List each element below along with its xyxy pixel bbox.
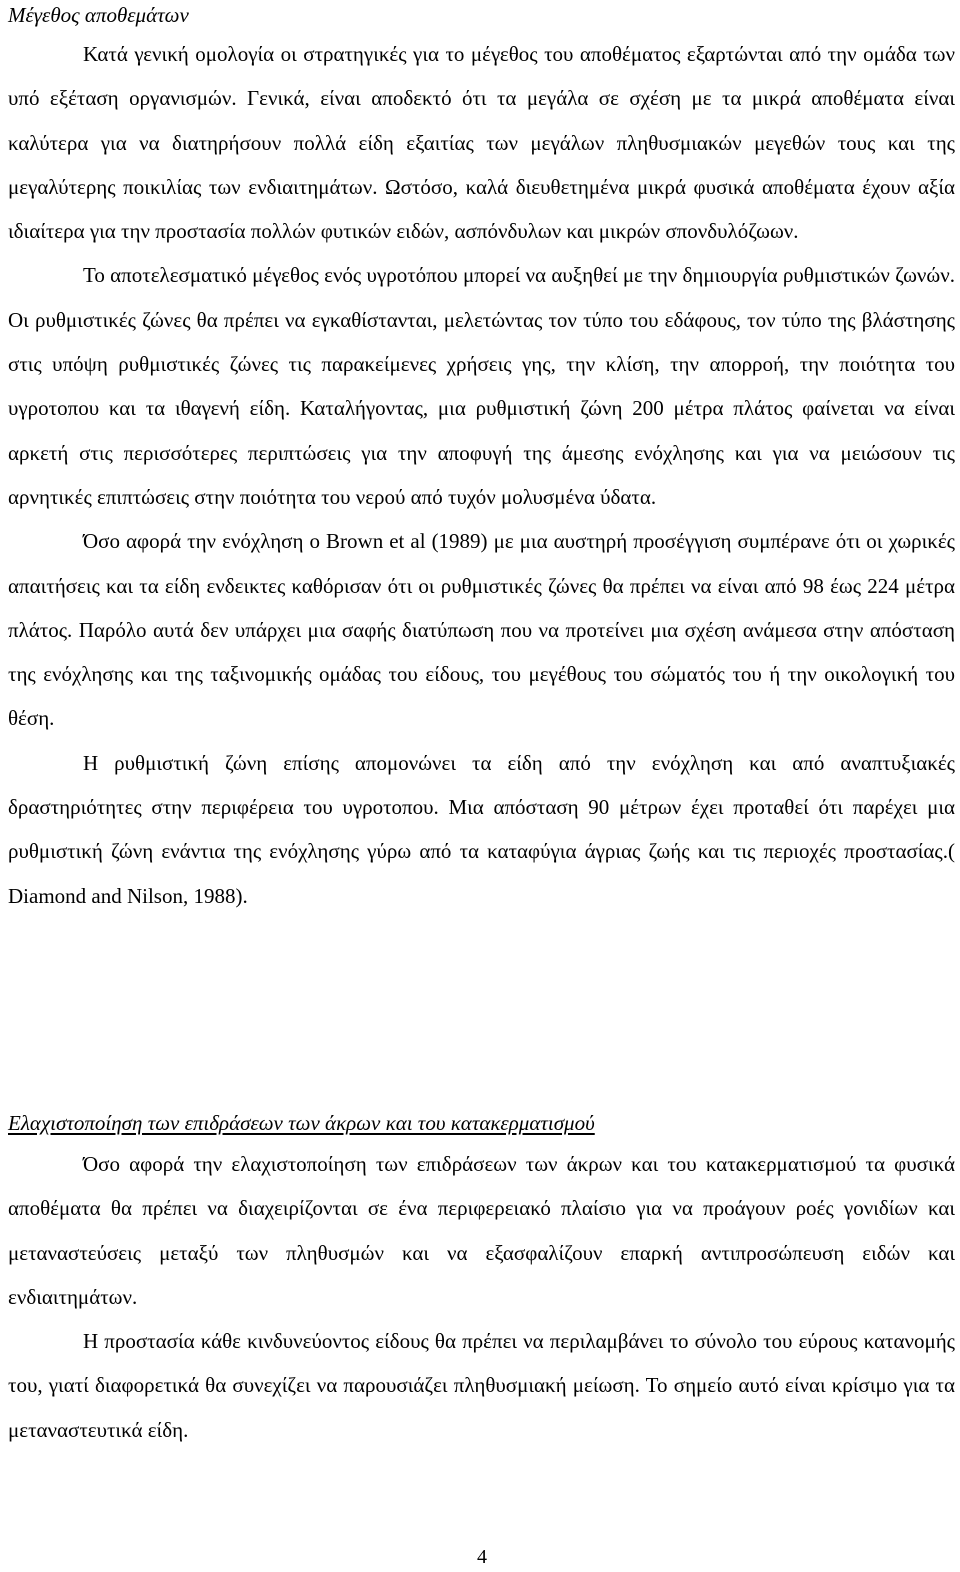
section-edge-effects <box>8 1108 955 1452</box>
paragraph: Το αποτελεσματικό μέγεθος ενός υγροτόπου μπορεί να αυξηθεί με την δημιουργία ρυθμιστικών ζωνών. Οι ρυθμιστικές ζώνες θα πρέπει να εγκαθίστανται, μελετώντας τον τύπο του εδάφους, τον τύπο της βλάστησης στις υπόψη ρυθμιστικές ζώνες τις παρακείμενες χρήσεις γης, την κλίση, την απορροή, την ποιότητα του υγροτοπου και τα ιθαγενή είδη. Καταλήγοντας, μια ρυθμιστική ζώνη 200 μέτρα πλάτος φαίνεται να είναι αρκετή στις περισσότερες περιπτώσεις για την αποφυγή της άμεσης ενόχλησης και για να μειώσουν τις αρνητικές επιπτώσεις στην ποιότητα του νερού από τυχόν μολυσμένα ύδατα. <box>8 263 955 509</box>
section-stock-size <box>8 0 955 918</box>
section-heading: Μέγεθος αποθεμάτων <box>8 3 189 27</box>
paragraph: Όσο αφορά την ελαχιστοποίηση των επιδράσεων των άκρων και του κατακερματισμού τα φυσικά αποθέματα θα πρέπει να διαχειρίζονται σε ένα περιφερειακό πλαίσιο για να προάγουν ροές γονιδίων και μεταναστεύσεις μεταξύ των πληθυσμών και να εξασφαλίζουν επαρκή αντιπροσώπευση ειδών και ενδιαιτημάτων. <box>8 1152 955 1309</box>
paragraph: Η ρυθμιστική ζώνη επίσης απομονώνει τα είδη από την ενόχληση και από αναπτυξιακές δραστηριότητες στην περιφέρεια του υγροτοπου. Μια απόσταση 90 μέτρων έχει προταθεί ότι παρέχει μια ρυθμιστική ζώνη ενάντια της ενόχλησης γύρω από τα καταφύγια άγριας ζωής και τις περιοχές προστασίας.( Diamond and Nilson, 1988). <box>8 750 955 908</box>
document-page <box>8 0 955 1442</box>
section-heading: Ελαχιστοποίηση των επιδράσεων των άκρων και του κατακερματισμού <box>8 1111 595 1135</box>
paragraph: Η προστασία κάθε κινδυνεύοντος είδους θα πρέπει να περιλαμβάνει το σύνολο του εύρους κατανομής του, γιατί διαφορετικά θα συνεχίζει να παρουσιάζει πληθυσμιακή μείωση. Το σημείο αυτό είναι κρίσιμο για τα μεταναστευτικά είδη. <box>8 1329 955 1442</box>
page-number: 4 <box>477 1546 487 1568</box>
paragraph: Όσο αφορά την ενόχληση ο Brown et al (1989) με μια αυστηρή προσέγγιση συμπέρανε ότι οι χωρικές απαιτήσεις και τα είδη ενδεικτες καθόρισαν ότι οι ρυθμιστικές ζώνες θα πρέπει να είναι από 98 έως 224 μέτρα πλάτος. Παρόλο αυτά δεν υπάρχει μια σαφής διατύπωση που να προτείνει μια σχέση ανάμεσα στην απόσταση της ενόχλησης και της ταξινομικής ομάδας του είδους, του μεγέθους του σώματός του ή την οικολογική του θέση. <box>8 529 955 731</box>
paragraph: Κατά γενική ομολογία οι στρατηγικές για το μέγεθος του αποθέματος εξαρτώνται από την ομάδα των υπό εξέταση οργανισμών. Γενικά, είναι αποδεκτό ότι τα μεγάλα σε σχέση με τα μικρά αποθέματα είναι καλύτερα για να διατηρήσουν πολλά είδη εξαιτίας των μεγάλων πληθυσμιακών μεγεθών τους και της μεγαλύτερης ποικιλίας των ενδιαιτημάτων. Ωστόσο, καλά διευθετημένα μικρά φυσικά αποθέματα έχουν αξία ιδιαίτερα για την προστασία πολλών φυτικών ειδών, ασπόνδυλων και μικρών σπονδυλόζωων. <box>8 42 955 244</box>
